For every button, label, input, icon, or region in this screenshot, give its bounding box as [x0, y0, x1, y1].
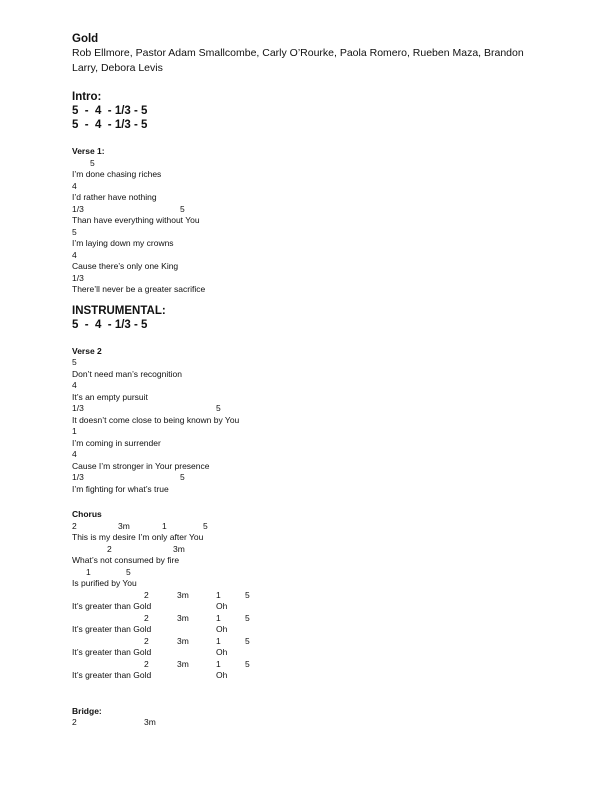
lyric-line: Cause there’s only one King [72, 261, 179, 271]
chord-line [72, 204, 592, 216]
chord: 5 [126, 566, 131, 577]
chord-line [72, 659, 592, 671]
chord-line [72, 403, 592, 415]
lyric-line: Don’t need man’s recognition [72, 368, 182, 379]
chord-line [72, 273, 592, 285]
chord: 1 [216, 612, 221, 623]
lyric-line: Cause I’m stronger in Your presence [72, 460, 210, 471]
instrumental-progression: 5 - 4 - 1/3 - 5 [72, 318, 148, 331]
chord-line [72, 449, 592, 461]
lyric-line: It doesn’t come close to being known by You [72, 414, 240, 425]
chord-line [72, 158, 592, 170]
chord-line [72, 567, 592, 579]
chord-line [72, 250, 592, 262]
song-title: Gold [72, 33, 99, 45]
lyric-text: It’s greater than Gold [72, 670, 152, 680]
chord: 3m [177, 635, 189, 646]
intro-progression-2: 5 - 4 - 1/3 - 5 [72, 119, 148, 131]
chord: 5 [245, 612, 250, 623]
chord: 2 [72, 717, 77, 727]
lyric-line [72, 647, 592, 659]
chord: 5 [180, 472, 185, 482]
chord: 2 [144, 589, 149, 600]
chord: 3m [177, 612, 189, 623]
chord: 5 [203, 520, 208, 531]
intro-progression-1: 5 - 4 - 1/3 - 5 [72, 105, 148, 117]
intro-label: Intro: [72, 91, 102, 103]
lyric-line: I’m coming in surrender [72, 437, 161, 448]
chord: 3m [118, 520, 130, 531]
lyric-line [72, 670, 592, 682]
lyric-line: Is purified by You [72, 578, 137, 588]
chord: 4 [72, 380, 77, 390]
chord: 3m [144, 717, 156, 727]
lyric-line: This is my desire I’m only after You [72, 532, 204, 542]
chord-line [72, 472, 592, 484]
lyric-line [72, 601, 592, 613]
chord-line [72, 613, 592, 625]
chord: 3m [173, 543, 185, 554]
lyric-text: Oh [216, 601, 228, 611]
song-authors: Rob Ellmore, Pastor Adam Smallcombe, Carly O’Rourke, Paola Romero, Rueben Maza, Brandon Larry, Debora Levis [72, 47, 524, 74]
chord: 5 [245, 589, 250, 600]
chord-line [72, 426, 592, 438]
verse1-label: Verse 1: [72, 146, 105, 156]
chord: 4 [72, 249, 77, 260]
chord: 1 [216, 589, 221, 600]
chord: 2 [107, 543, 112, 554]
chord-chart-page [72, 32, 592, 729]
chord: 5 [72, 357, 77, 367]
chord: 1 [86, 566, 91, 577]
chord: 1/3 [72, 403, 84, 413]
instrumental-label: INSTRUMENTAL: [72, 304, 166, 317]
chord: 2 [144, 658, 149, 669]
verse2-label: Verse 2 [72, 345, 102, 356]
chord: 2 [144, 635, 149, 646]
chord: 1/3 [72, 203, 84, 214]
lyric-text: Oh [216, 624, 228, 634]
lyric-text: It’s greater than Gold [72, 601, 152, 611]
chord: 5 [245, 658, 250, 669]
lyric-line: There’ll never be a greater sacrifice [72, 284, 206, 294]
chord: 1 [216, 635, 221, 646]
chord: 1 [72, 426, 77, 436]
lyric-text: Oh [216, 670, 228, 680]
chord: 5 [90, 157, 95, 168]
chord-line [72, 717, 592, 729]
lyric-line: I’m done chasing riches [72, 169, 162, 179]
chord: 4 [72, 180, 77, 191]
chord: 3m [177, 589, 189, 600]
chord-line [72, 544, 592, 556]
chord: 5 [245, 635, 250, 646]
chord-line [72, 380, 592, 392]
lyric-text: It’s greater than Gold [72, 647, 152, 657]
chord: 5 [180, 203, 185, 214]
chord-line [72, 521, 592, 533]
chord: 4 [72, 449, 77, 459]
chord-line [72, 357, 592, 369]
lyric-line: I’m fighting for what’s true [72, 483, 169, 494]
chord-line [72, 227, 592, 239]
bridge-label: Bridge: [72, 705, 102, 716]
chord: 5 [72, 226, 77, 237]
lyric-line: I’d rather have nothing [72, 192, 157, 202]
lyric-line [72, 624, 592, 636]
lyric-line: Than have everything without You [72, 215, 200, 225]
chord: 2 [72, 520, 77, 531]
lyric-line: It’s an empty pursuit [72, 391, 148, 402]
lyric-text: It’s greater than Gold [72, 624, 152, 634]
chorus-label: Chorus [72, 509, 102, 519]
chord-line [72, 590, 592, 602]
chord-line [72, 181, 592, 193]
chord: 2 [144, 612, 149, 623]
chord: 1 [216, 658, 221, 669]
lyric-line: What’s not consumed by fire [72, 555, 180, 565]
chord: 1/3 [72, 272, 84, 283]
chord: 5 [216, 403, 221, 413]
chord: 3m [177, 658, 189, 669]
chord: 1 [162, 520, 167, 531]
chord-line [72, 636, 592, 648]
lyric-text: Oh [216, 647, 228, 657]
lyric-line: I’m laying down my crowns [72, 238, 174, 248]
chord: 1/3 [72, 472, 84, 482]
